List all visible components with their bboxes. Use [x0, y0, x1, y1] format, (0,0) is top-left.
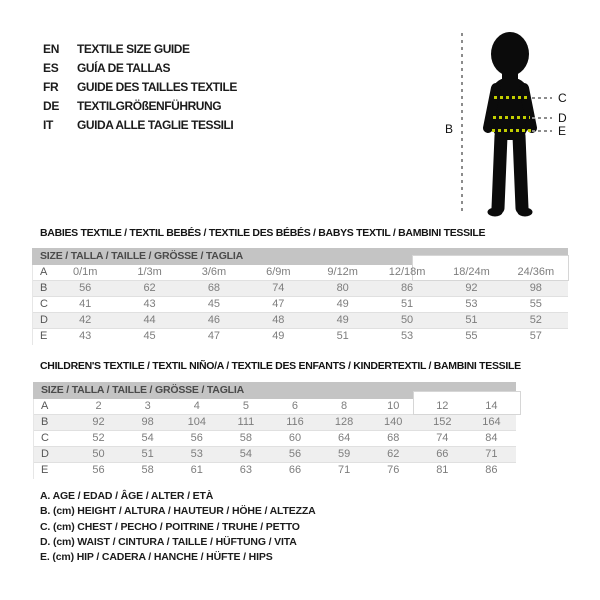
size-cell: 86 — [485, 464, 498, 476]
row-label: A — [41, 400, 49, 412]
size-cell: 52 — [529, 314, 542, 326]
size-cell: 55 — [529, 298, 542, 310]
size-cell: 49 — [336, 298, 349, 310]
size-cell: 98 — [141, 416, 154, 428]
size-cell: 6/9m — [266, 266, 291, 278]
size-cell: 8 — [341, 400, 348, 412]
hip-leader-line — [532, 130, 552, 132]
legend-line-height: B. (cm) HEIGHT / ALTURA / HAUTEUR / HÖHE / ALTEZZA — [40, 505, 316, 518]
size-cell: 54 — [141, 432, 154, 444]
children-table-body — [33, 399, 516, 479]
legend-line-age: A. AGE / EDAD / ÂGE / ALTER / ETÀ — [40, 490, 214, 502]
size-cell: 61 — [190, 464, 203, 476]
size-row-E — [34, 463, 516, 479]
language-code: FR — [43, 80, 59, 94]
hip-measure-line — [492, 129, 532, 132]
babies-section-title: BABIES TEXTILE / TEXTIL BEBÉS / TEXTILE DES BÉBÉS / BABYS TEXTIL / BAMBINI TESSILE — [40, 227, 486, 239]
height-measure-line — [461, 33, 463, 213]
size-cell: 84 — [485, 432, 498, 444]
size-cell: 62 — [387, 448, 400, 460]
size-cell: 98 — [529, 282, 542, 294]
row-label: D — [41, 448, 49, 460]
size-row-D — [34, 447, 516, 463]
legend-line-chest: C. (cm) CHEST / PECHO / POITRINE / TRUHE / PETTO — [40, 520, 300, 533]
size-cell: 42 — [79, 314, 92, 326]
language-label: GUIDA ALLE TAGLIE TESSILI — [77, 118, 234, 132]
size-cell: 14 — [485, 400, 498, 412]
size-cell: 46 — [207, 314, 221, 326]
size-cell: 74 — [272, 282, 285, 294]
size-cell: 12 — [436, 400, 449, 412]
size-cell: 4 — [193, 400, 200, 412]
language-code: EN — [43, 42, 60, 56]
size-cell: 45 — [143, 330, 156, 342]
size-row-E — [33, 329, 568, 345]
size-cell: 152 — [433, 416, 452, 428]
size-cell: 50 — [400, 314, 414, 326]
chest-letter: C — [558, 91, 567, 105]
size-cell: 56 — [190, 432, 203, 444]
size-cell: 58 — [141, 464, 154, 476]
size-cell: 68 — [207, 282, 221, 294]
size-cell: 56 — [92, 464, 105, 476]
size-cell: 45 — [207, 298, 221, 310]
size-cell: 56 — [288, 448, 302, 460]
size-cell: 57 — [529, 330, 542, 342]
language-label: TEXTILE SIZE GUIDE — [77, 42, 190, 56]
size-cell: 81 — [436, 464, 449, 476]
language-label: TEXTILGRÖßENFÜHRUNG — [77, 99, 222, 113]
language-label: GUIDE DES TAILLES TEXTILE — [77, 80, 237, 94]
row-label: C — [41, 432, 49, 444]
size-cell: 66 — [288, 464, 302, 476]
measurement-figure — [0, 0, 600, 230]
size-cell: 44 — [143, 314, 156, 326]
size-cell: 140 — [384, 416, 403, 428]
size-cell: 56 — [79, 282, 92, 294]
size-cell: 76 — [387, 464, 400, 476]
size-cell: 43 — [79, 330, 92, 342]
size-cell: 6 — [291, 400, 299, 412]
size-cell: 92 — [465, 282, 478, 294]
size-cell: 128 — [334, 416, 354, 428]
size-cell: 62 — [143, 282, 156, 294]
waist-leader-line — [532, 117, 552, 119]
size-cell: 41 — [79, 298, 92, 310]
height-letter: B — [445, 122, 454, 136]
legend-line-waist: D. (cm) WAIST / CINTURA / TAILLE / HÜFTUNG / VITA — [40, 535, 297, 548]
size-cell: 59 — [337, 448, 351, 460]
waist-measure-line — [493, 116, 530, 119]
size-row-A — [33, 265, 568, 281]
babies-table-body — [32, 265, 568, 345]
size-cell: 60 — [288, 432, 302, 444]
size-cell: 51 — [400, 298, 414, 310]
size-cell: 47 — [207, 330, 221, 342]
size-cell: 43 — [143, 298, 156, 310]
waist-letter: D — [558, 111, 567, 125]
size-cell: 49 — [272, 330, 285, 342]
chest-measure-line — [494, 96, 529, 99]
size-cell: 50 — [92, 448, 105, 460]
size-cell: 66 — [436, 448, 449, 460]
size-cell: 49 — [336, 314, 349, 326]
size-cell: 86 — [400, 282, 414, 294]
size-cell: 54 — [239, 448, 252, 460]
size-cell: 3 — [144, 400, 151, 412]
size-row-B — [34, 415, 516, 431]
size-cell: 71 — [485, 448, 498, 460]
chest-leader-line — [532, 97, 552, 99]
size-cell: 53 — [465, 298, 478, 310]
size-cell: 116 — [286, 416, 304, 428]
language-label: GUÍA DE TALLAS — [77, 61, 171, 75]
size-cell: 51 — [465, 314, 478, 326]
babies-size-table — [32, 248, 568, 345]
size-cell: 111 — [237, 416, 255, 428]
language-code: DE — [43, 99, 60, 113]
size-cell: 64 — [337, 432, 351, 444]
size-cell: 24/36m — [517, 266, 555, 278]
row-label: C — [40, 298, 48, 310]
legend-line-hip: E. (cm) HIP / CADERA / HANCHE / HÜFTE / HIPS — [40, 551, 273, 564]
row-label: A — [40, 266, 48, 278]
size-cell: 53 — [190, 448, 203, 460]
measurement-legend — [40, 489, 316, 565]
language-code: ES — [43, 61, 59, 75]
size-cell: 164 — [482, 416, 501, 428]
size-cell: 0/1m — [72, 266, 98, 278]
size-row-B — [33, 281, 568, 297]
size-cell: 63 — [239, 464, 252, 476]
size-cell: 9/12m — [327, 266, 358, 278]
row-label: E — [40, 330, 48, 342]
row-label: D — [40, 314, 48, 326]
size-cell: 74 — [436, 432, 449, 444]
size-cell: 51 — [336, 330, 349, 342]
size-cell: 12/18m — [388, 266, 426, 278]
size-cell: 55 — [465, 330, 478, 342]
size-cell: 52 — [92, 432, 105, 444]
size-cell: 92 — [92, 416, 105, 428]
size-cell: 80 — [336, 282, 349, 294]
size-cell: 47 — [272, 298, 285, 310]
language-code: IT — [43, 118, 54, 132]
size-cell: 2 — [95, 400, 102, 412]
size-row-D — [33, 313, 568, 329]
row-label: E — [41, 464, 49, 476]
size-cell: 51 — [141, 448, 154, 460]
size-cell: 68 — [387, 432, 400, 444]
row-label: B — [41, 416, 49, 428]
child-silhouette-icon — [470, 28, 550, 218]
size-row-C — [33, 297, 568, 313]
row-label: B — [40, 282, 48, 294]
size-cell: 3/6m — [201, 266, 227, 278]
children-size-header-bar: SIZE / TALLA / TAILLE / GRÖSSE / TAGLIA — [33, 382, 516, 399]
size-cell: 18/24m — [453, 266, 490, 278]
size-row-C — [34, 431, 516, 447]
size-cell: 71 — [337, 464, 351, 476]
size-row-A — [34, 399, 516, 415]
children-section-title: CHILDREN'S TEXTILE / TEXTIL NIÑO/A / TEXTILE DES ENFANTS / KINDERTEXTIL / BAMBINI TESSILE — [40, 360, 521, 372]
size-cell: 104 — [187, 416, 206, 428]
size-cell: 5 — [242, 400, 249, 412]
babies-size-header-bar: SIZE / TALLA / TAILLE / GRÖSSE / TAGLIA — [32, 248, 568, 265]
size-cell: 58 — [239, 432, 252, 444]
size-cell: 48 — [272, 314, 285, 326]
size-cell: 1/3m — [137, 266, 162, 278]
children-size-table — [33, 382, 516, 479]
size-cell: 53 — [400, 330, 414, 342]
hip-letter: E — [558, 124, 567, 138]
size-cell: 10 — [387, 400, 400, 412]
